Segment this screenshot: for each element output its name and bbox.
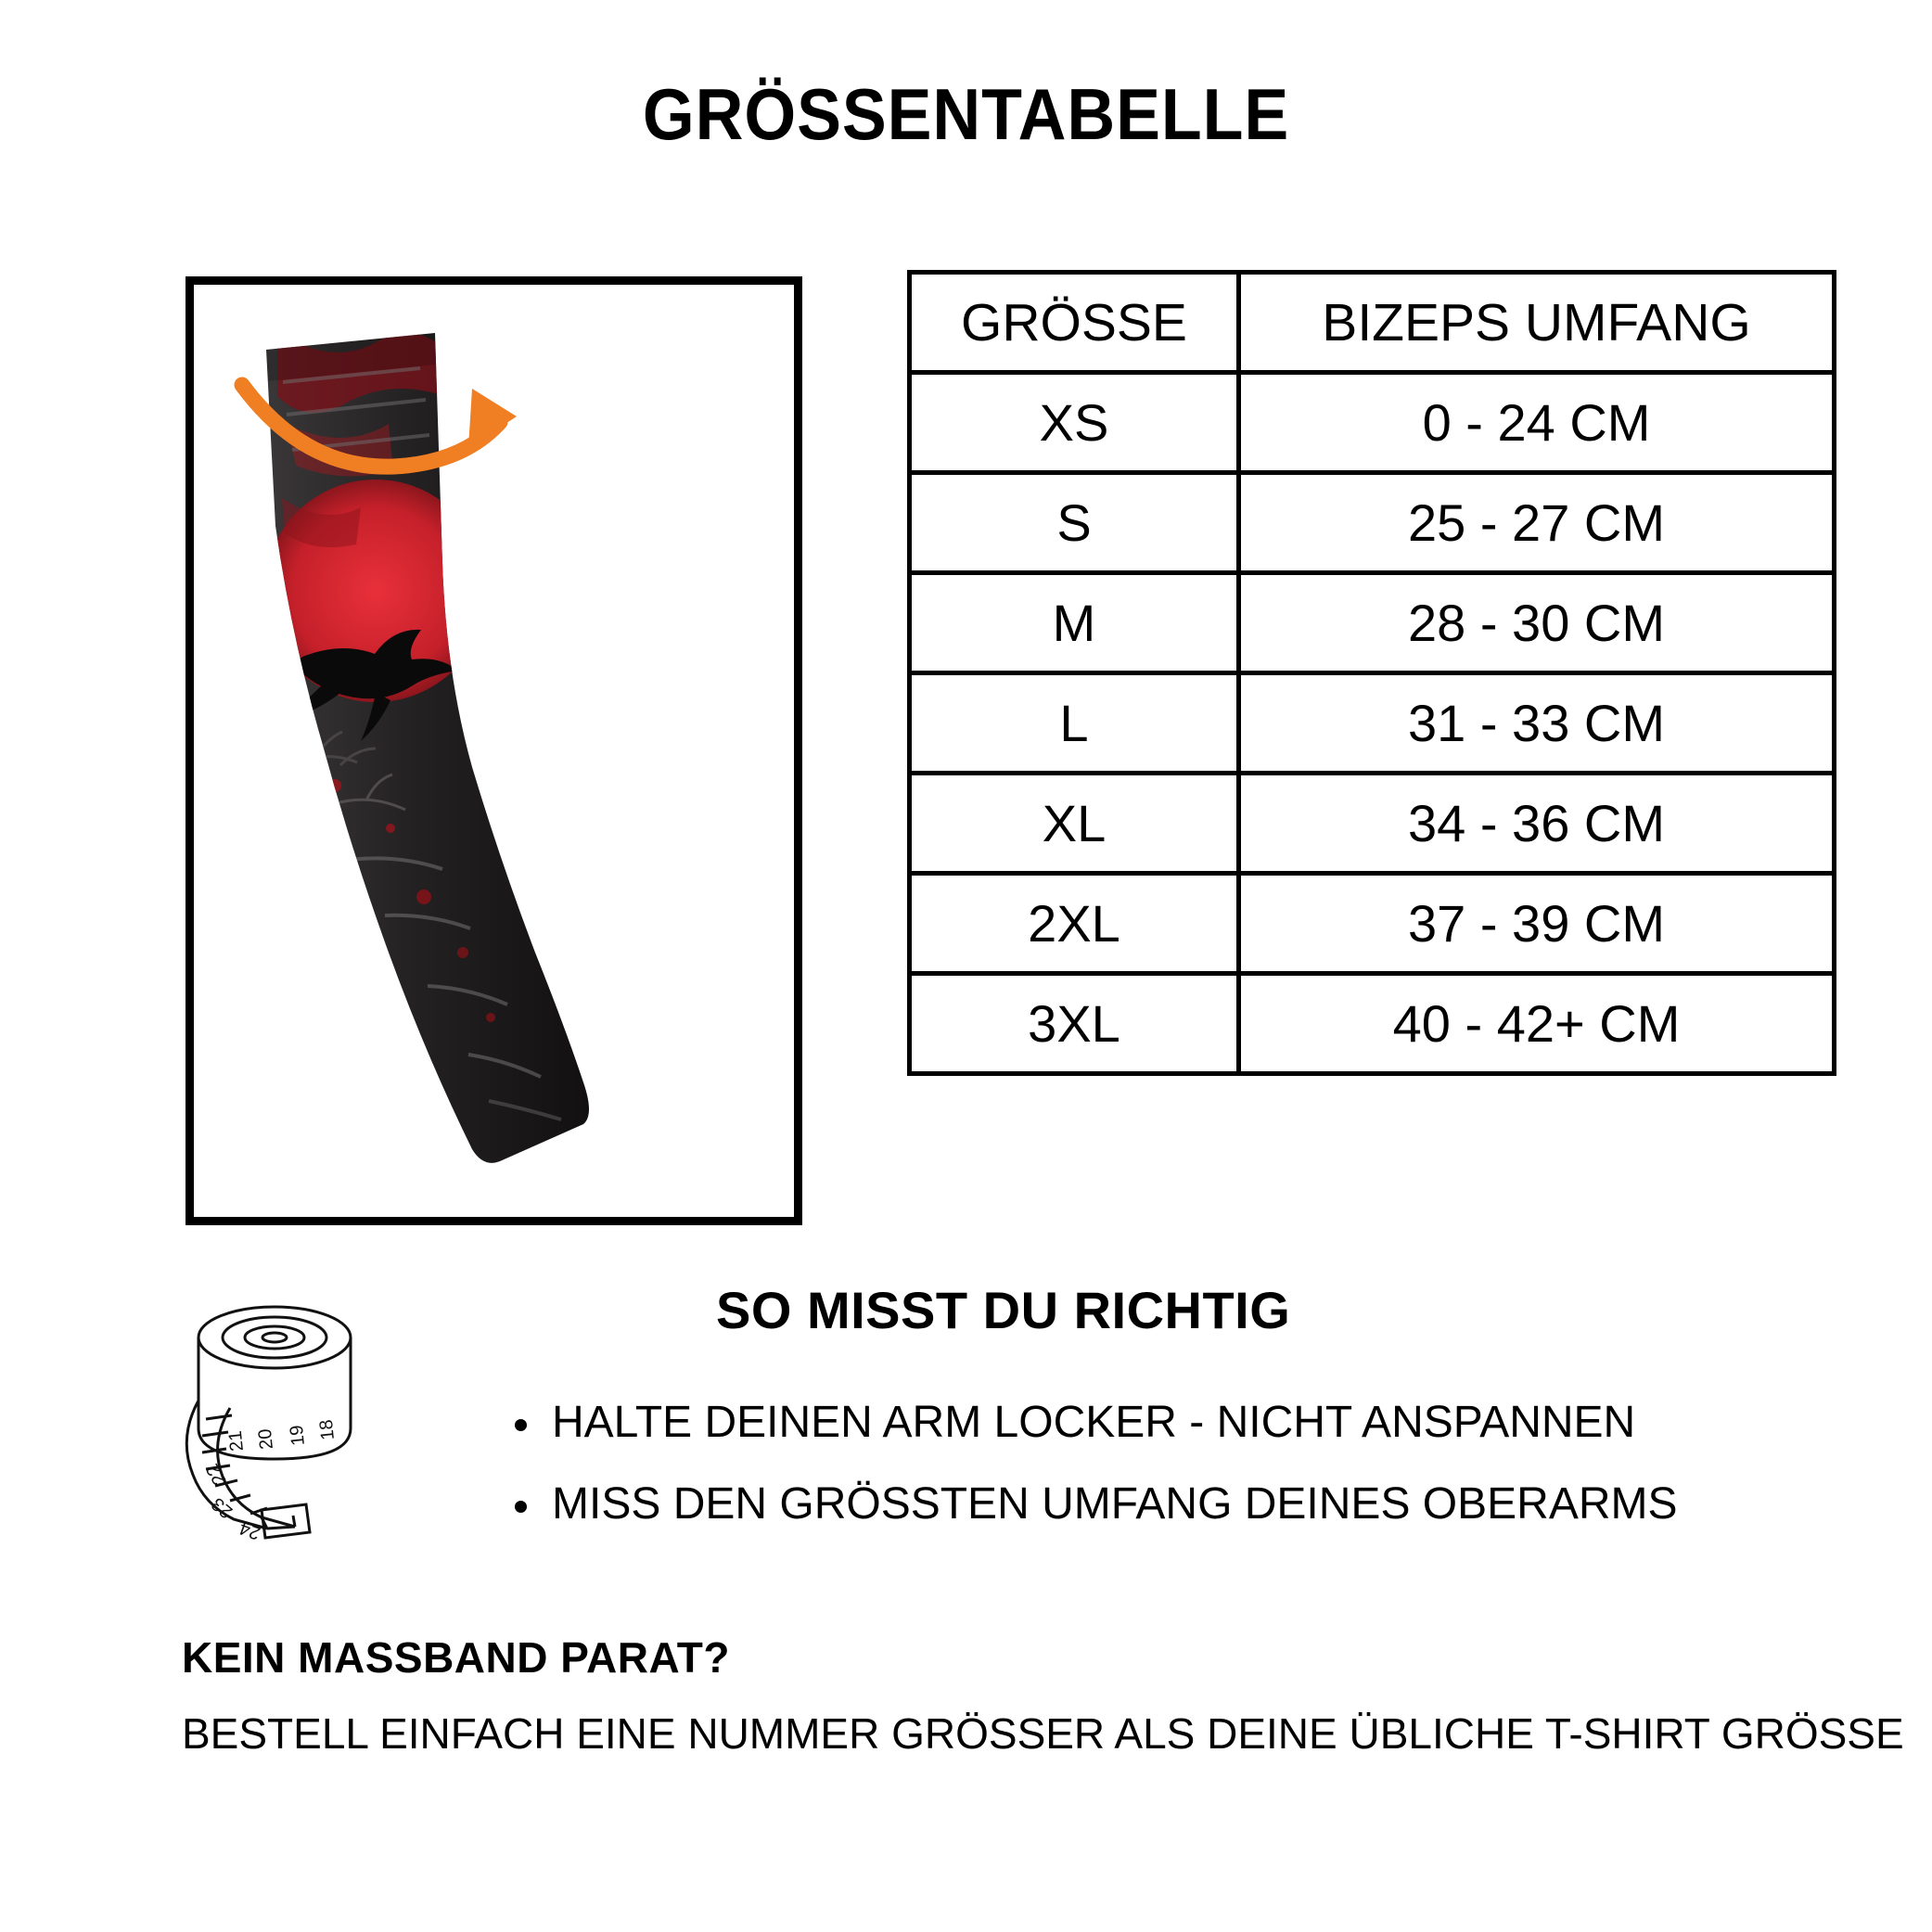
cell-size: 2XL bbox=[910, 874, 1239, 974]
cell-range: 37 - 39 CM bbox=[1239, 874, 1835, 974]
svg-text:21: 21 bbox=[224, 1429, 248, 1452]
header-size: GRÖSSE bbox=[910, 273, 1239, 373]
product-image-frame bbox=[186, 276, 802, 1225]
table-row bbox=[910, 473, 1835, 573]
cell-size: XL bbox=[910, 774, 1239, 874]
footer-heading: KEIN MASSBAND PARAT? bbox=[182, 1633, 730, 1682]
header-bicep: BIZEPS UMFANG bbox=[1239, 273, 1835, 373]
cell-range: 34 - 36 CM bbox=[1239, 774, 1835, 874]
svg-text:22: 22 bbox=[202, 1460, 231, 1489]
list-item: MISS DEN GRÖSSTEN UMFANG DEINES OBERARMS bbox=[505, 1464, 1711, 1545]
arm-sleeve-illustration bbox=[194, 285, 794, 1217]
table-row bbox=[910, 573, 1835, 673]
howto-bullet-list bbox=[505, 1382, 1711, 1545]
svg-text:24: 24 bbox=[237, 1516, 263, 1540]
svg-text:20: 20 bbox=[254, 1427, 277, 1451]
cell-range: 25 - 27 CM bbox=[1239, 473, 1835, 573]
cell-size: 3XL bbox=[910, 974, 1239, 1074]
howto-heading: SO MISST DU RICHTIG bbox=[716, 1281, 1291, 1339]
footer-text: BESTELL EINFACH EINE NUMMER GRÖSSER ALS DEINE ÜBLICHE T-SHIRT GRÖSSE bbox=[182, 1709, 1904, 1758]
table-row bbox=[910, 974, 1835, 1074]
cell-range: 28 - 30 CM bbox=[1239, 573, 1835, 673]
table-row bbox=[910, 373, 1835, 473]
table-row bbox=[910, 874, 1835, 974]
table-row bbox=[910, 774, 1835, 874]
cell-range: 40 - 42+ CM bbox=[1239, 974, 1835, 1074]
table-header-row bbox=[910, 273, 1835, 373]
cell-range: 0 - 24 CM bbox=[1239, 373, 1835, 473]
cell-size: M bbox=[910, 573, 1239, 673]
table-row bbox=[910, 673, 1835, 774]
cell-size: L bbox=[910, 673, 1239, 774]
cell-size: XS bbox=[910, 373, 1239, 473]
cell-range: 31 - 33 CM bbox=[1239, 673, 1835, 774]
svg-text:23: 23 bbox=[208, 1492, 237, 1523]
list-item: HALTE DEINEN ARM LOCKER - NICHT ANSPANNEN bbox=[505, 1382, 1711, 1464]
page-title: GRÖSSENTABELLE bbox=[642, 73, 1290, 155]
cell-size: S bbox=[910, 473, 1239, 573]
svg-text:19: 19 bbox=[286, 1424, 309, 1447]
svg-text:18: 18 bbox=[315, 1418, 339, 1441]
size-table bbox=[907, 270, 1836, 1076]
measuring-tape-icon bbox=[165, 1289, 406, 1540]
